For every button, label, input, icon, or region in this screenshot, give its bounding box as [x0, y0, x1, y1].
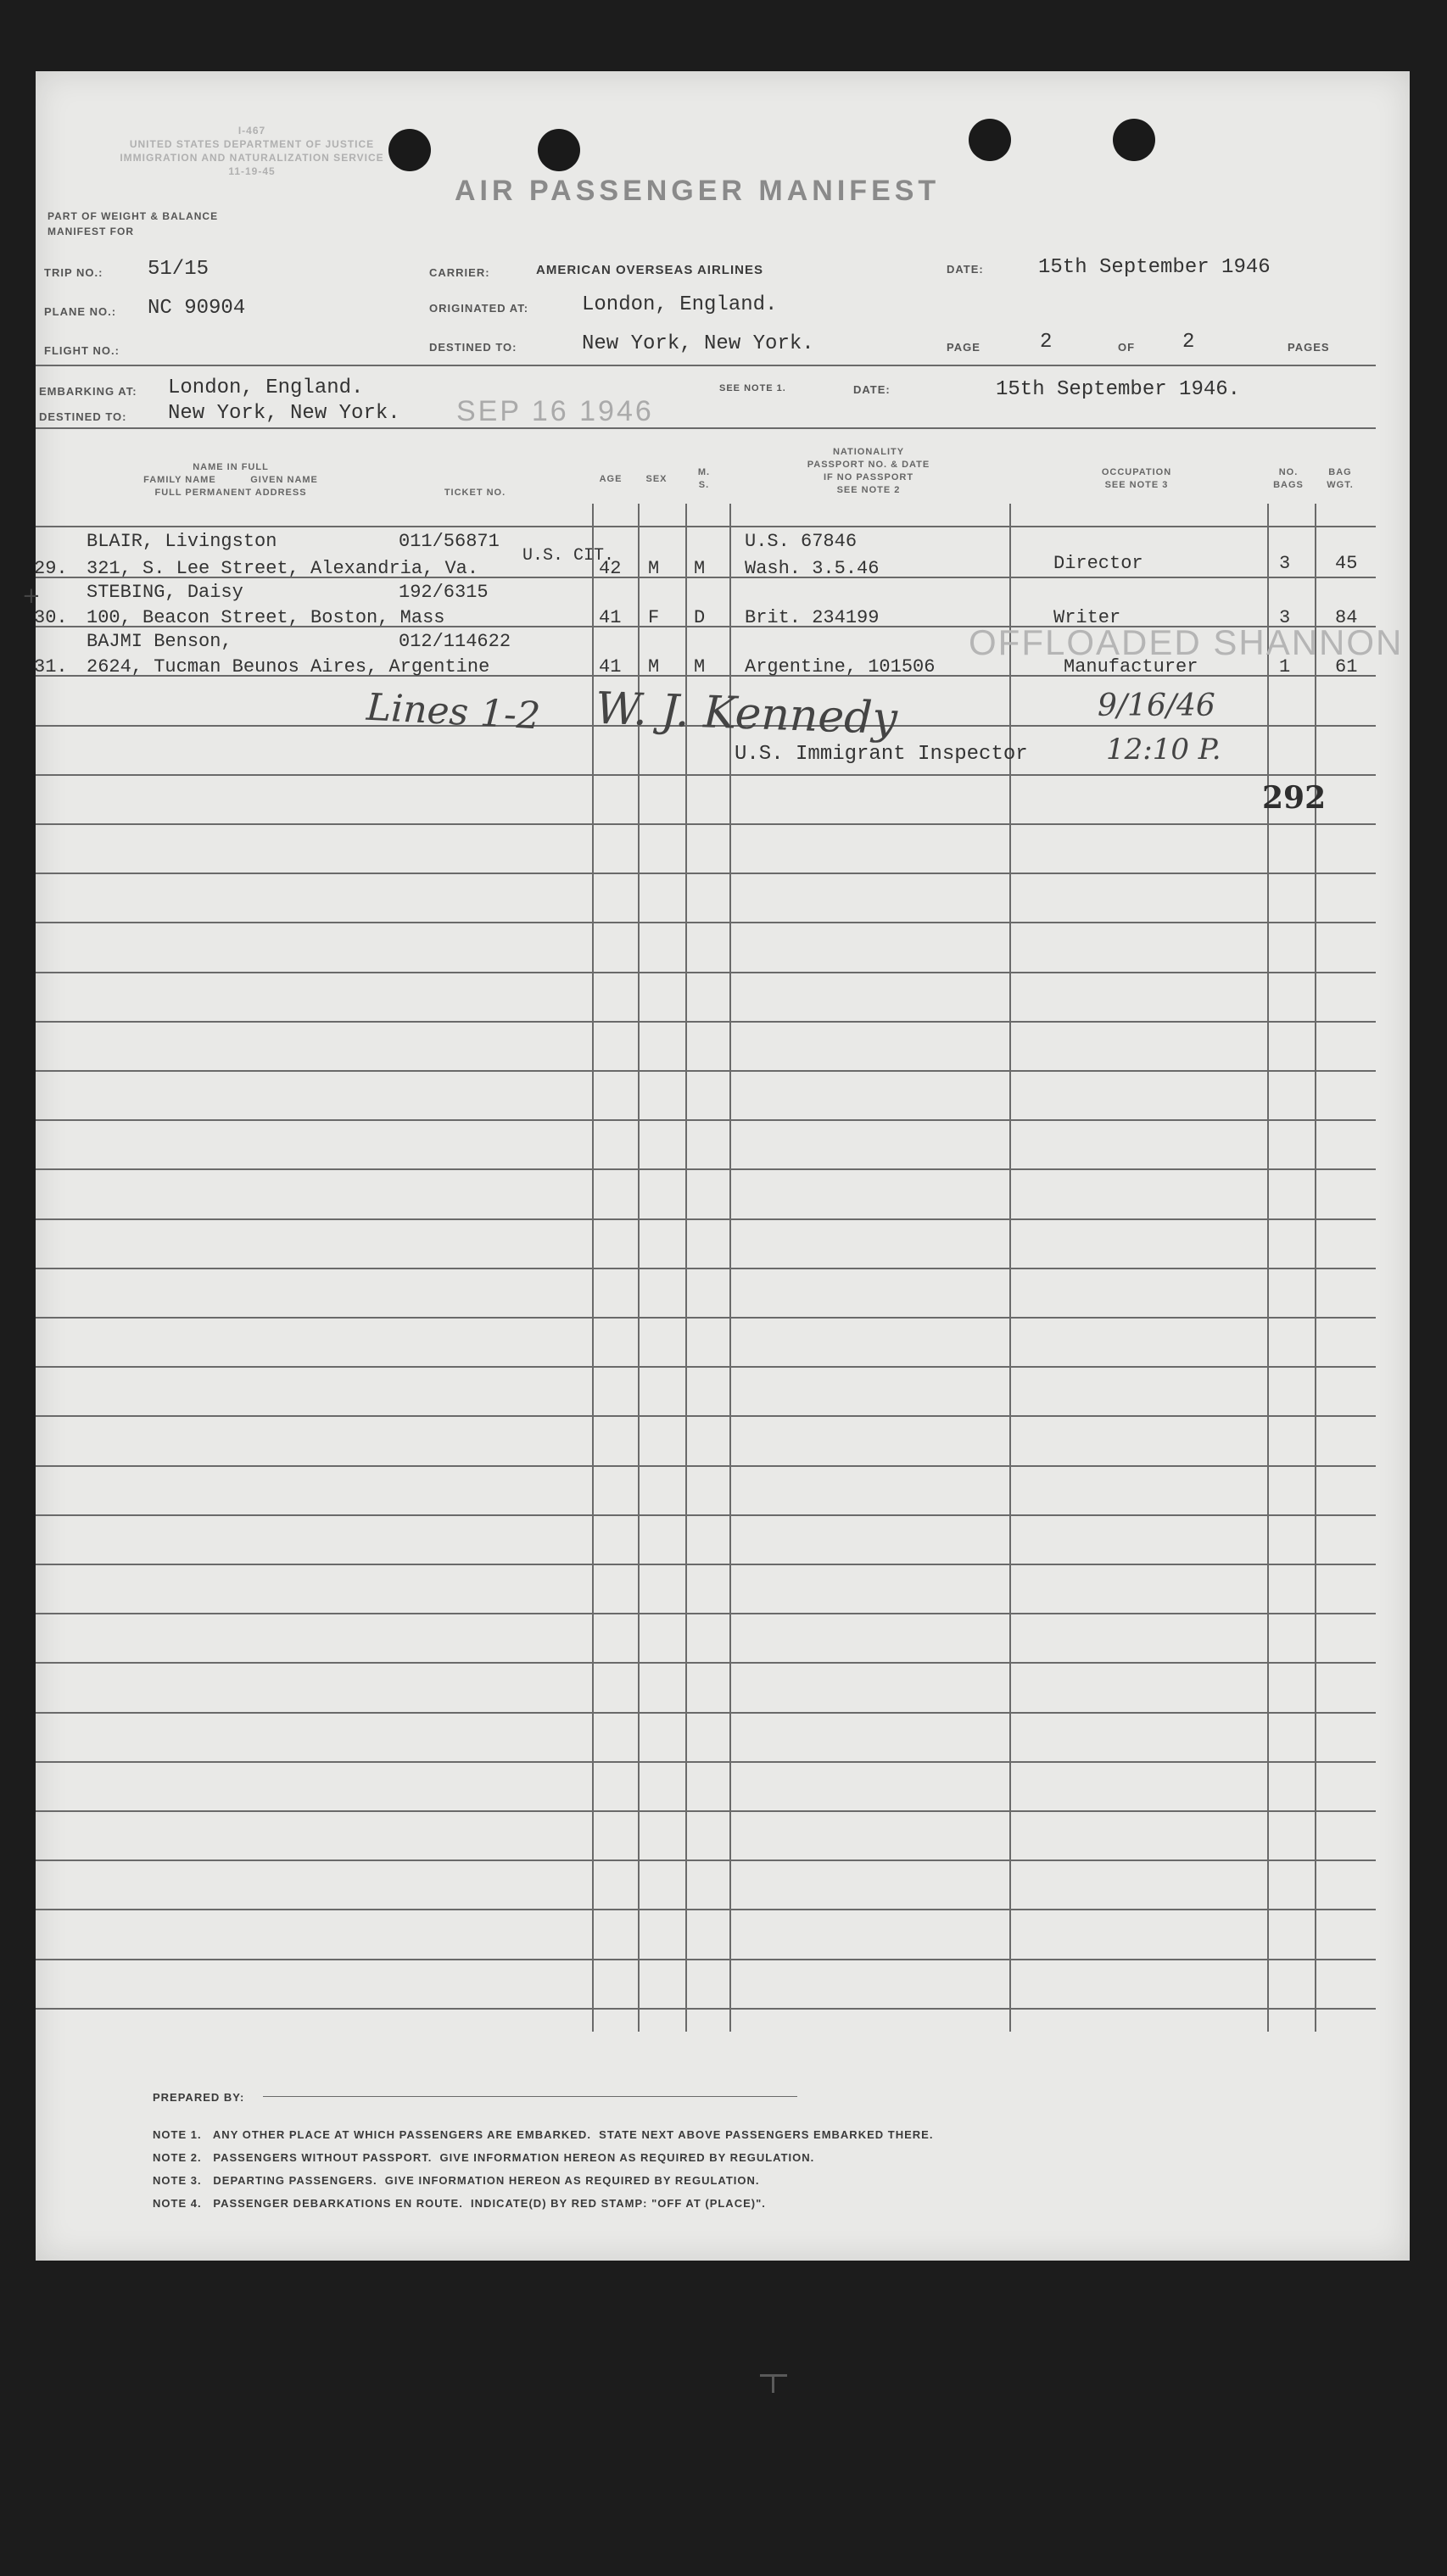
weight-balance-line: PART OF WEIGHT & BALANCE — [47, 210, 219, 222]
note-line: NOTE 1. ANY OTHER PLACE AT WHICH PASSENGERS ARE EMBARKED. STATE NEXT ABOVE PASSENGERS EMBARKED THERE. — [153, 2128, 934, 2141]
weight-balance-line: MANIFEST FOR — [47, 226, 134, 237]
plane-label: PLANE NO.: — [44, 305, 117, 318]
destined2-label: DESTINED TO: — [39, 410, 127, 423]
margin-mark: + — [22, 583, 41, 609]
column-header-line: PASSPORT NO. & DATE — [807, 460, 930, 470]
weight-balance-label — [47, 209, 218, 239]
column-header-line: OCCUPATION — [1101, 467, 1172, 477]
occupation-value: Writer — [1053, 607, 1121, 628]
notes-section — [153, 2123, 933, 2215]
handwritten-lines-note: Lines 1-2 — [365, 685, 542, 739]
column-header-line: FAMILY NAME GIVEN NAME — [143, 475, 318, 485]
carrier-label: CARRIER: — [429, 266, 490, 279]
age-value: 41 — [599, 656, 622, 677]
ticket-number: 192/6315 — [399, 582, 489, 603]
table-row-rule — [36, 1218, 1376, 1220]
bagwt-column-header — [1315, 466, 1366, 492]
table-row-rule — [36, 1564, 1376, 1565]
table-row-rule — [36, 1712, 1376, 1714]
sex-value: F — [648, 607, 660, 628]
destined-label: DESTINED TO: — [429, 341, 517, 354]
date-label: DATE: — [947, 263, 984, 276]
citizenship-note: U.S. CIT. — [522, 546, 615, 566]
handwritten-time: 12:10 P. — [1106, 733, 1221, 767]
date-value: 15th September 1946 — [1038, 256, 1271, 279]
bag-weight-value: 84 — [1335, 607, 1358, 628]
passport-value: Brit. 234199 — [745, 607, 880, 628]
passenger-name: BAJMI Benson, — [87, 631, 232, 652]
table-row-rule — [36, 972, 1376, 973]
ms-column-header — [687, 466, 721, 492]
punch-hole — [538, 129, 580, 171]
note-line: NOTE 3. DEPARTING PASSENGERS. GIVE INFORMATION HEREON AS REQUIRED BY REGULATION. — [153, 2174, 760, 2187]
bags-column-header — [1267, 466, 1310, 492]
table-row-rule — [36, 1662, 1376, 1664]
column-header-line: S. — [698, 480, 710, 490]
note-line: NOTE 4. PASSENGER DEBARKATIONS EN ROUTE. INDICATE(D) BY RED STAMP: "OFF AT (PLACE)". — [153, 2197, 766, 2210]
passenger-address: 321, S. Lee Street, Alexandria, Va. — [87, 558, 479, 579]
column-header-line: BAG — [1328, 467, 1352, 477]
column-header-line: NO. — [1278, 467, 1299, 477]
passenger-name: BLAIR, Livingston — [87, 531, 277, 552]
table-row-rule — [36, 873, 1376, 874]
table-row-rule — [36, 774, 1376, 776]
table-row-rule — [36, 1119, 1376, 1121]
inspector-title: U.S. Immigrant Inspector — [735, 743, 1028, 766]
row-number: 30. — [34, 607, 68, 628]
table-row-rule — [36, 1415, 1376, 1417]
ticket-column-header: TICKET NO. — [444, 488, 506, 498]
column-header-line: FULL PERMANENT ADDRESS — [154, 488, 307, 498]
column-header-line: WGT. — [1327, 480, 1354, 490]
punch-hole — [1113, 119, 1155, 161]
table-header-rule — [36, 526, 1376, 527]
bags-value: 1 — [1279, 656, 1291, 677]
divider — [36, 365, 1376, 366]
form-number: I-467 — [237, 125, 266, 137]
age-value: 41 — [599, 607, 622, 628]
age-column-header: AGE — [599, 474, 623, 484]
stamp-number: 292 — [1262, 780, 1327, 816]
passenger-name: STEBING, Daisy — [87, 582, 243, 603]
table-row-rule — [36, 823, 1376, 825]
trip-value: 51/15 — [148, 258, 210, 281]
form-header — [87, 124, 417, 178]
table-row-rule — [36, 1366, 1376, 1368]
marital-status-value: M — [694, 558, 706, 579]
occupation-column-header — [1009, 466, 1264, 492]
form-date: 11-19-45 — [228, 165, 276, 177]
table-row-rule — [36, 1465, 1376, 1467]
page-value: 2 — [1040, 331, 1053, 354]
sex-column-header: SEX — [645, 474, 668, 484]
table-row-rule — [36, 1909, 1376, 1910]
column-header-line: SEE NOTE 2 — [836, 485, 901, 495]
of-value: 2 — [1182, 331, 1195, 354]
handwritten-date: 9/16/46 — [1098, 689, 1215, 723]
manifest-page — [22, 71, 1410, 2261]
prepared-by-line — [263, 2096, 797, 2097]
table-row-rule — [36, 1317, 1376, 1319]
pages-label: PAGES — [1288, 341, 1330, 354]
bags-value: 3 — [1279, 553, 1291, 574]
destined2-value: New York, New York. — [168, 402, 400, 425]
marital-status-value: M — [694, 656, 706, 677]
date-stamp: SEP 16 1946 — [456, 395, 654, 427]
row-number: 31. — [34, 656, 68, 677]
prepared-by-label: PREPARED BY: — [153, 2091, 245, 2104]
table-row-rule — [36, 1613, 1376, 1614]
date2-label: DATE: — [853, 383, 891, 396]
table-row-rule — [36, 922, 1376, 923]
passport-value: U.S. 67846 — [745, 531, 858, 552]
table-row-rule — [36, 2008, 1376, 2010]
ticket-number: 011/56871 — [399, 531, 500, 552]
passport-date: Wash. 3.5.46 — [745, 558, 880, 579]
passenger-address: 2624, Tucman Beunos Aires, Argentine — [87, 656, 490, 677]
date2-value: 15th September 1946. — [996, 378, 1241, 401]
table-row-rule — [36, 1021, 1376, 1023]
table-row-rule — [36, 1168, 1376, 1170]
table-row-rule — [36, 1761, 1376, 1763]
column-header-line: NAME IN FULL — [193, 462, 269, 472]
table-row-rule — [36, 1070, 1376, 1072]
carrier-value: AMERICAN OVERSEAS AIRLINES — [536, 263, 763, 277]
table-row-rule — [36, 1514, 1376, 1516]
column-header-line: SEE NOTE 3 — [1104, 480, 1169, 490]
table-row-rule — [36, 1268, 1376, 1269]
scanner-mark — [772, 2374, 774, 2393]
punch-hole — [969, 119, 1011, 161]
bags-value: 3 — [1279, 607, 1291, 628]
embarking-label: EMBARKING AT: — [39, 385, 137, 398]
age-value: 42 — [599, 558, 622, 579]
column-header-line: M. — [697, 467, 711, 477]
divider — [36, 427, 1376, 429]
passport-column-header — [729, 446, 1008, 497]
sex-value: M — [648, 656, 660, 677]
column-header-line: BAGS — [1273, 480, 1304, 490]
occupation-value: Manufacturer — [1064, 656, 1198, 677]
page-label: PAGE — [947, 341, 980, 354]
plane-value: NC 90904 — [148, 297, 246, 320]
row-number: 29. — [34, 558, 68, 579]
name-column-header — [78, 461, 383, 499]
bag-weight-value: 61 — [1335, 656, 1358, 677]
flight-label: FLIGHT NO.: — [44, 344, 120, 357]
column-header-line: IF NO PASSPORT — [823, 472, 914, 482]
sex-value: M — [648, 558, 660, 579]
see-note-label: SEE NOTE 1. — [719, 383, 786, 393]
table-row-rule — [36, 1959, 1376, 1960]
table-row-rule — [36, 1810, 1376, 1812]
trip-label: TRIP NO.: — [44, 266, 103, 279]
offloaded-stamp: OFFLOADED SHANNON — [969, 622, 1404, 662]
note-line: NOTE 2. PASSENGERS WITHOUT PASSPORT. GIVE INFORMATION HEREON AS REQUIRED BY REGULATION. — [153, 2151, 815, 2164]
department-name: UNITED STATES DEPARTMENT OF JUSTICE — [129, 138, 375, 150]
passenger-address: 100, Beacon Street, Boston, Mass — [87, 607, 445, 628]
inspector-signature: W. J. Kennedy — [595, 683, 898, 745]
ticket-number: 012/114622 — [399, 631, 511, 652]
occupation-value: Director — [1053, 553, 1143, 574]
of-label: OF — [1118, 341, 1136, 354]
page-title: AIR PASSENGER MANIFEST — [455, 175, 941, 207]
originated-label: ORIGINATED AT: — [429, 302, 529, 315]
passport-value: Argentine, 101506 — [745, 656, 936, 677]
service-name: IMMIGRATION AND NATURALIZATION SERVICE — [120, 152, 384, 164]
column-header-line: NATIONALITY — [832, 447, 905, 457]
bag-weight-value: 45 — [1335, 553, 1358, 574]
embarking-value: London, England. — [168, 376, 364, 399]
table-row-rule — [36, 1860, 1376, 1861]
originated-value: London, England. — [582, 293, 778, 316]
destined-value: New York, New York. — [582, 332, 814, 355]
marital-status-value: D — [694, 607, 706, 628]
